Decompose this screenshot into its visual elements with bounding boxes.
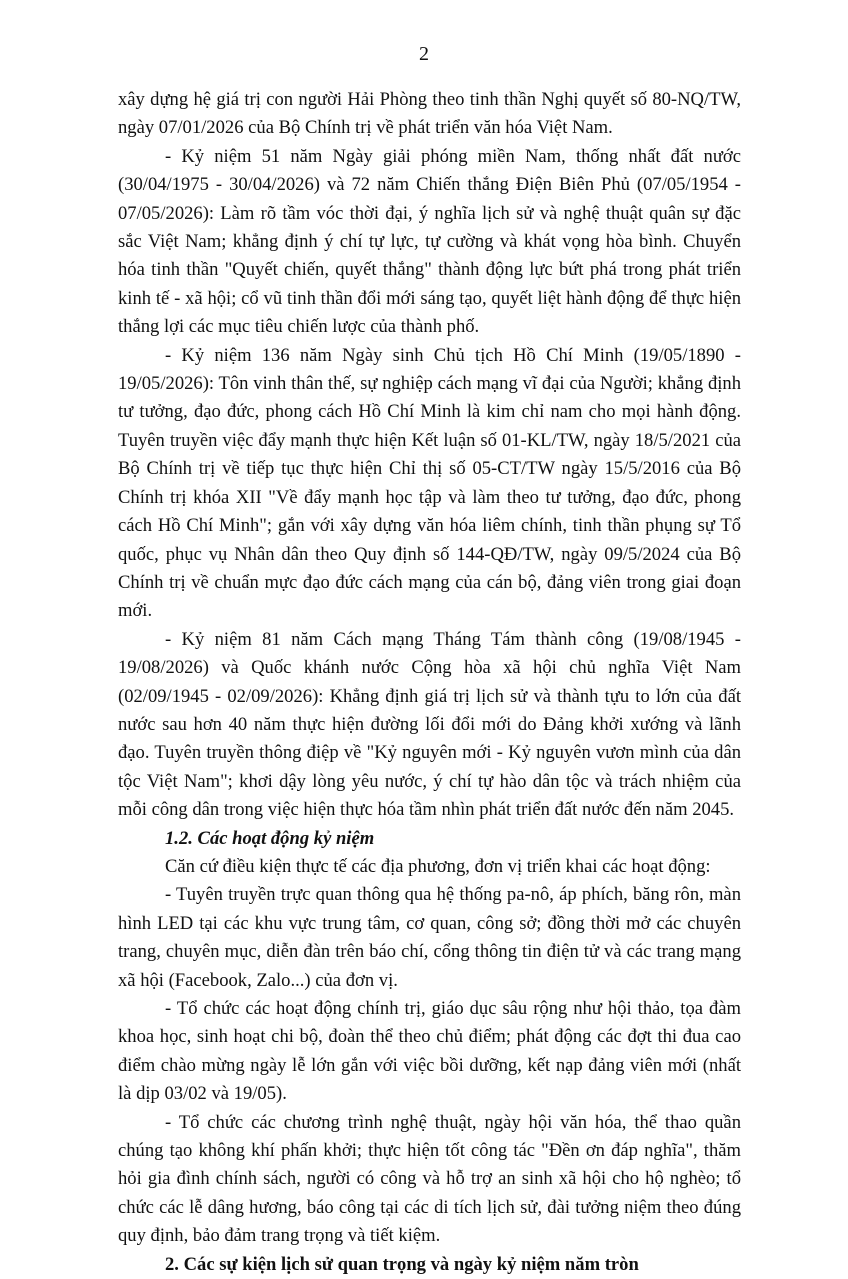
section-heading-1-2: 1.2. Các hoạt động kỷ niệm <box>165 827 375 849</box>
paragraph-activity-political-education: - Tổ chức các hoạt động chính trị, giáo dục sâu rộng như hội thảo, tọa đàm khoa học, sinh hoạt chi bộ, đoàn thể theo chủ điểm; phát động các đợt thi đua cao điểm chào mừng ngày lễ lớn gắn với việc bồi dưỡng, kết nạp đảng viên mới (nhất là dịp 03/02 và 19/05). <box>118 998 741 1105</box>
paragraph-continuation: xây dựng hệ giá trị con người Hải Phòng theo tinh thần Nghị quyết số 80-NQ/TW, ngày 07/01/2026 của Bộ Chính trị về phát triển văn hóa Việt Nam. <box>118 89 741 139</box>
paragraph-activities-intro: Căn cứ điều kiện thực tế các địa phương, đơn vị triển khai các hoạt động: <box>165 855 711 877</box>
page-number: 2 <box>419 43 429 65</box>
paragraph-activity-visual-propaganda: - Tuyên truyền trực quan thông qua hệ thống pa-nô, áp phích, băng rôn, màn hình LED tại các khu vực trung tâm, cơ quan, công sở; đồng thời mở các chuyên trang, chuyên mục, diễn đàn trên báo chí, cổng thông tin điện tử và các trang mạng xã hội (Facebook, Zalo...) của đơn vị. <box>118 884 741 991</box>
paragraph-ho-chi-minh-birthday: - Kỷ niệm 136 năm Ngày sinh Chủ tịch Hồ Chí Minh (19/05/1890 - 19/05/2026): Tôn vinh thân thế, sự nghiệp cách mạng vĩ đại của Người; khẳng định tư tưởng, đạo đức, phong cách Hồ Chí Minh là kim chỉ nam cho mọi hành động. Tuyên truyền việc đẩy mạnh thực hiện Kết luận số 01-KL/TW, ngày 18/5/2021 của Bộ Chính trị về tiếp tục thực hiện Chỉ thị số 05-CT/TW ngày 15/5/2016 của Bộ Chính trị khóa XII "Về đẩy mạnh học tập và làm theo tư tưởng, đạo đức, phong cách Hồ Chí Minh"; gắn với xây dựng văn hóa liêm chính, tinh thần phụng sự Tổ quốc, phục vụ Nhân dân theo Quy định số 144-QĐ/TW, ngày 09/5/2024 của Bộ Chính trị về chuẩn mực đạo đức cách mạng của cán bộ, đảng viên trong giai đoạn mới. <box>118 344 741 622</box>
section-heading-2: 2. Các sự kiện lịch sử quan trọng và ngày kỷ niệm năm tròn <box>165 1253 639 1275</box>
document-body <box>118 86 741 1279</box>
paragraph-liberation-anniversary: - Kỷ niệm 51 năm Ngày giải phóng miền Nam, thống nhất đất nước (30/04/1975 - 30/04/2026) và 72 năm Chiến thắng Điện Biên Phủ (07/05/1954 - 07/05/2026): Làm rõ tầm vóc thời đại, ý nghĩa lịch sử và nghệ thuật quân sự đặc sắc Việt Nam; khẳng định ý chí tự lực, tự cường và khát vọng hòa bình. Chuyển hóa tinh thần "Quyết chiến, quyết thắng" thành động lực bứt phá trong phát triển kinh tế - xã hội; cổ vũ tinh thần đổi mới sáng tạo, quyết liệt hành động để thực hiện thắng lợi các mục tiêu chiến lược của thành phố. <box>118 145 741 338</box>
paragraph-august-revolution: - Kỷ niệm 81 năm Cách mạng Tháng Tám thành công (19/08/1945 - 19/08/2026) và Quốc khánh nước Cộng hòa xã hội chủ nghĩa Việt Nam (02/09/1945 - 02/09/2026): Khẳng định giá trị lịch sử và thành tựu to lớn của đất nước sau hơn 40 năm thực hiện đường lối đổi mới do Đảng khởi xướng và lãnh đạo. Tuyên truyền thông điệp về "Kỷ nguyên mới - Kỷ nguyên vươn mình của dân tộc Việt Nam"; khơi dậy lòng yêu nước, ý chí tự hào dân tộc và trách nhiệm của mỗi công dân trong việc hiện thực hóa tầm nhìn phát triển đất nước đến năm 2045. <box>118 628 741 821</box>
paragraph-activity-cultural-programs: - Tổ chức các chương trình nghệ thuật, ngày hội văn hóa, thể thao quần chúng tạo không khí phấn khởi; thực hiện tốt công tác "Đền ơn đáp nghĩa", thăm hỏi gia đình chính sách, người có công và hỗ trợ an sinh xã hội cho hộ nghèo; tổ chức các lễ dâng hương, báo công tại các di tích lịch sử, đài tưởng niệm theo đúng quy định, bảo đảm trang trọng và tiết kiệm. <box>118 1111 741 1247</box>
